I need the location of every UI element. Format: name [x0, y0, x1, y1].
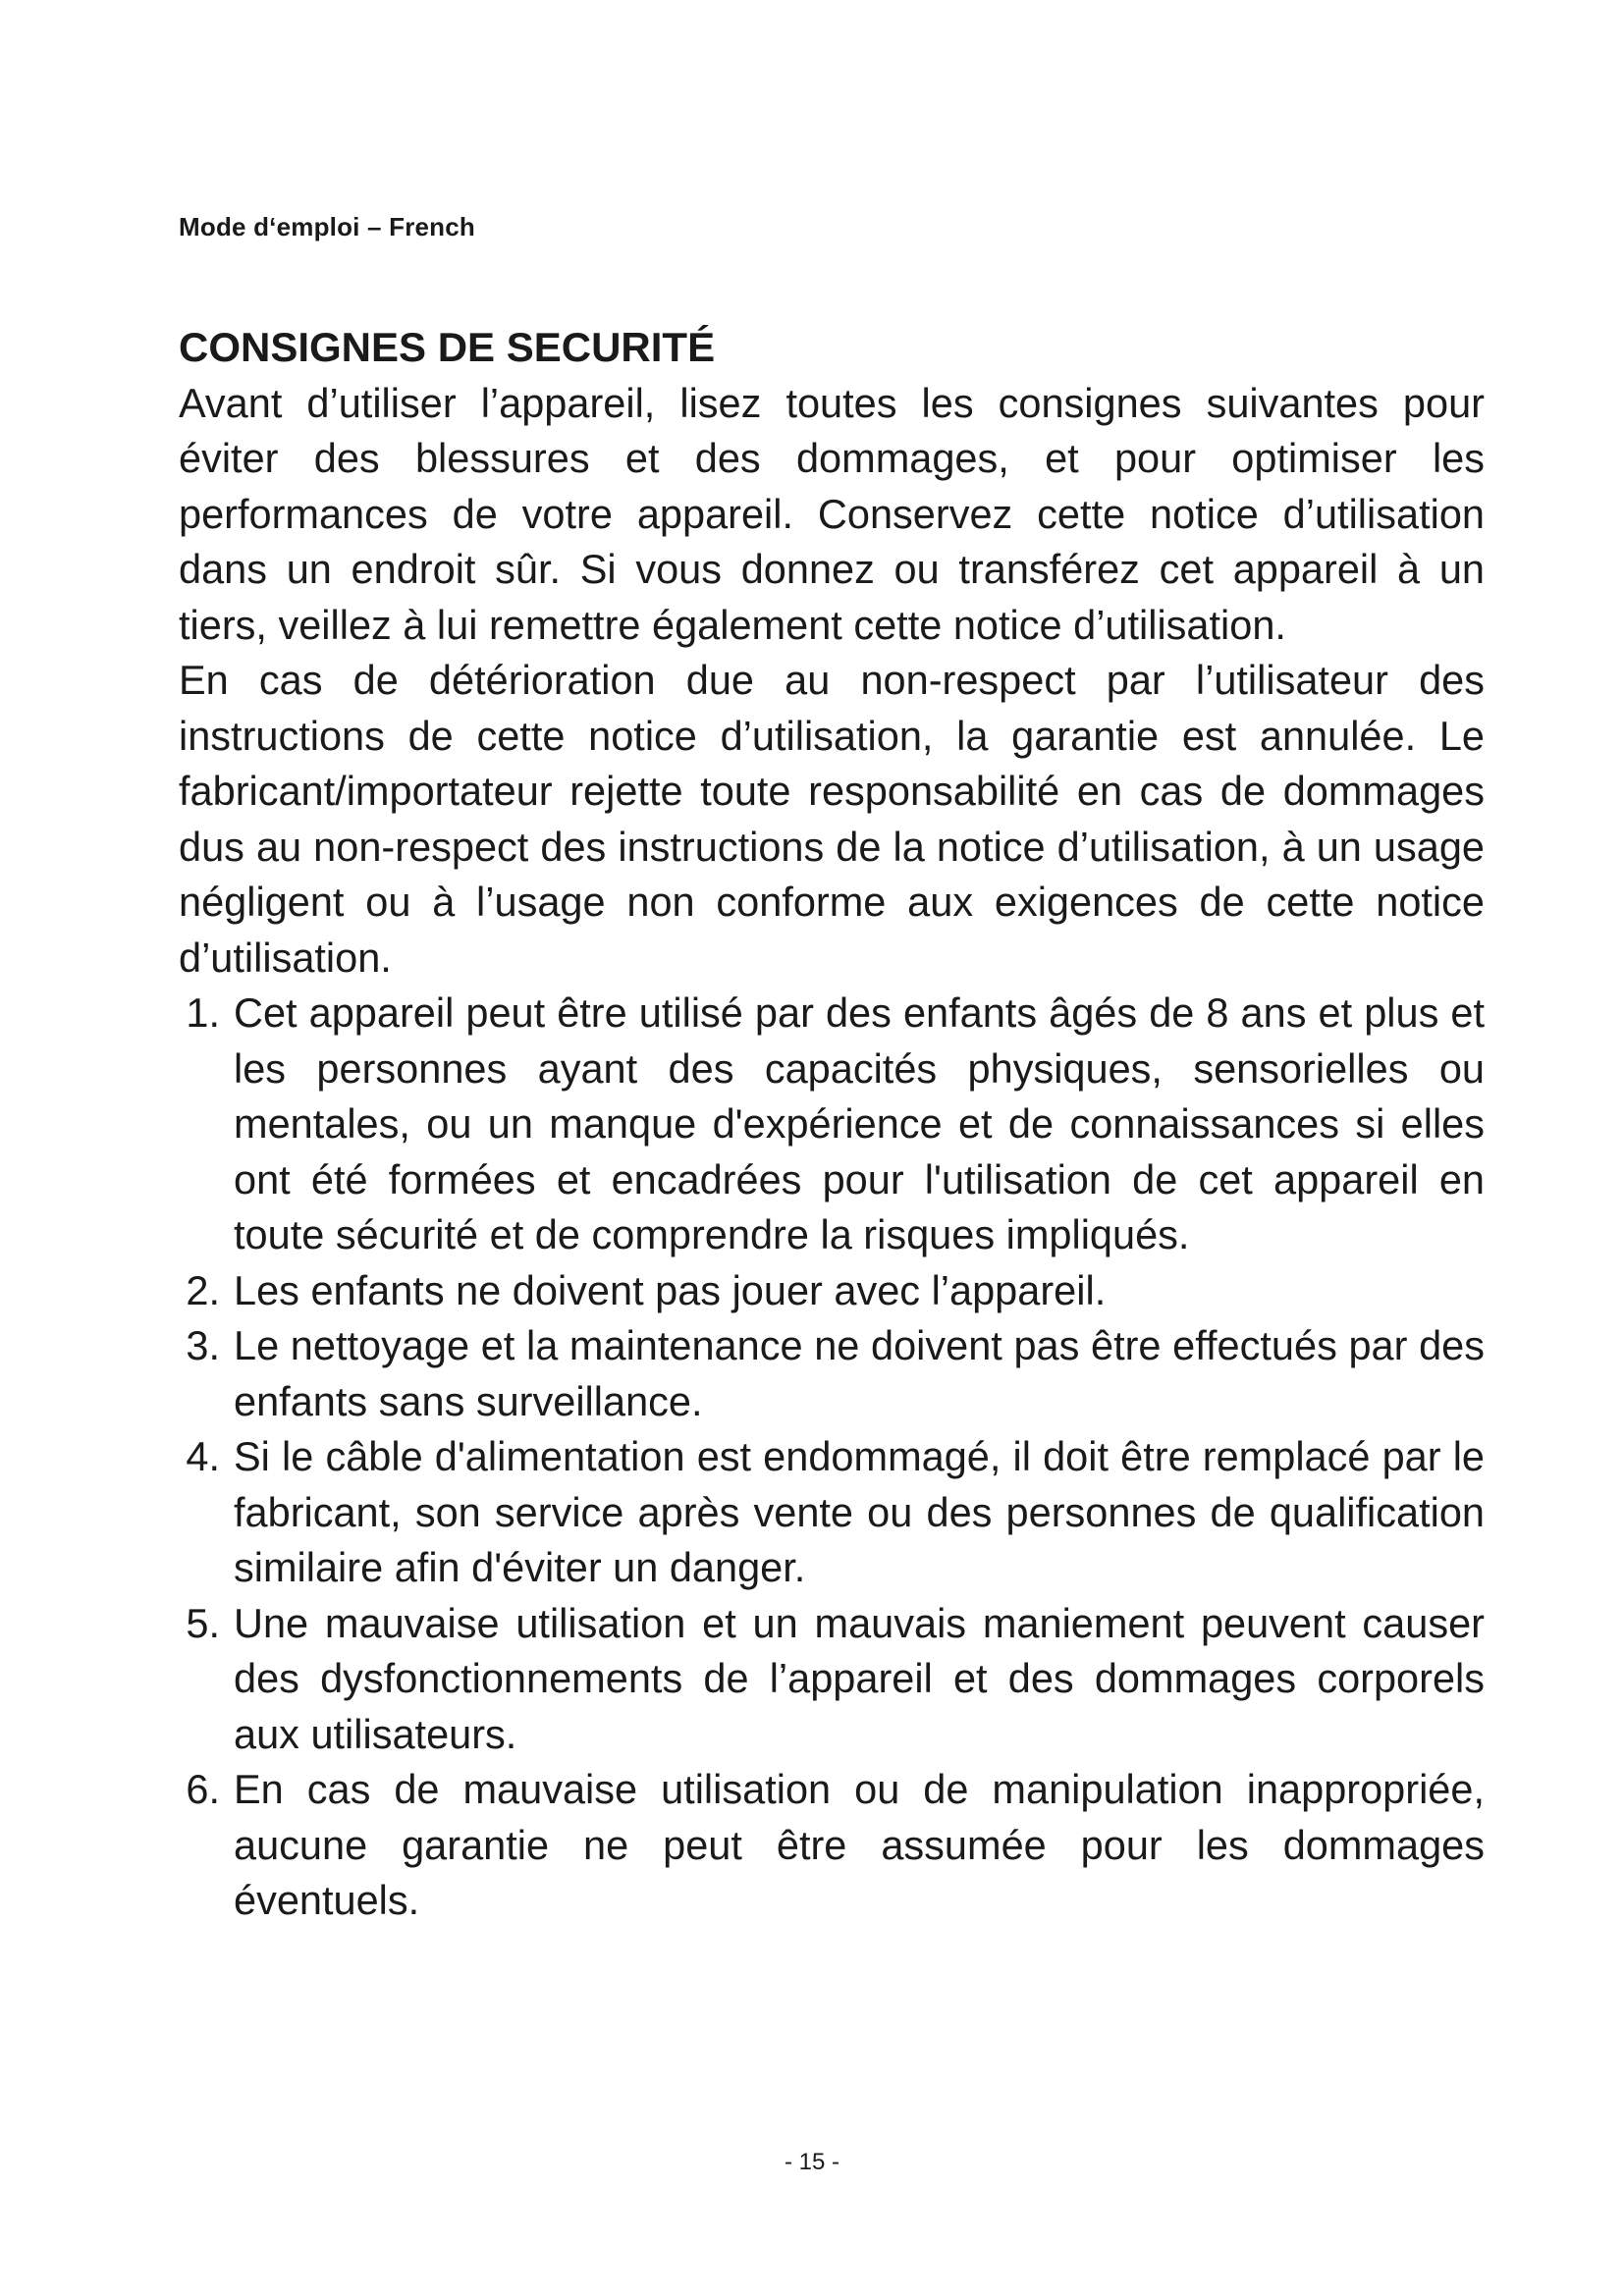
list-item-number: 3.	[186, 1322, 220, 1368]
list-item-text: Si le câble d'alimentation est endommagé, il doit être remplacé par le fabricant, son service après vente ou des personnes de qualification similaire afin d'éviter un danger.	[234, 1433, 1485, 1590]
section-title: CONSIGNES DE SECURITÉ	[179, 324, 716, 370]
safety-section	[179, 320, 1485, 1929]
list-item	[179, 1429, 1485, 1596]
list-item-number: 1.	[186, 989, 220, 1036]
list-item	[179, 1318, 1485, 1429]
list-item-text: En cas de mauvaise utilisation ou de manipulation inappropriée, aucune garantie ne peut être assumée pour les dommages éventuels.	[234, 1766, 1485, 1923]
list-item	[179, 1263, 1485, 1319]
list-item	[179, 1762, 1485, 1929]
list-item-text: Le nettoyage et la maintenance ne doivent pas être effectués par des enfants sans surveillance.	[234, 1322, 1485, 1424]
page-number: - 15 -	[784, 2149, 839, 2175]
safety-list	[179, 986, 1485, 1929]
list-item	[179, 1596, 1485, 1763]
manual-header: Mode d‘emploi – French	[179, 212, 475, 241]
intro-paragraph: Avant d’utiliser l’appareil, lisez toutes les consignes suivantes pour éviter des blessures et des dommages, et pour optimiser les performances de votre appareil. Conservez cette notice d’utilisation dans un endroit sûr. Si vous donnez ou transférez cet appareil à un tiers, veillez à lui remettre également cette notice d’utilisation.	[179, 379, 1485, 648]
list-item-text: Cet appareil peut être utilisé par des enfants âgés de 8 ans et plus et les personnes ayant des capacités physiques, sensorielles ou mentales, ou un manque d'expérience et de connaissances si elles ont été formées et encadrées pour l'utilisation de cet appareil en toute sécurité et de comprendre la risques impliqués.	[234, 989, 1485, 1257]
warranty-paragraph: En cas de détérioration due au non-respect par l’utilisateur des instructions de cette notice d’utilisation, la garantie est annulée. Le fabricant/importateur rejette toute responsabilité en cas de dommages dus au non-respect des instructions de la notice d’utilisation, à un usage négligent ou à l’usage non conforme aux exigences de cette notice d’utilisation.	[179, 657, 1485, 981]
list-item-number: 2.	[186, 1266, 220, 1313]
list-item-text: Une mauvaise utilisation et un mauvais maniement peuvent causer des dysfonctionnements de l’appareil et des dommages corporels aux utilisateurs.	[234, 1599, 1485, 1757]
list-item-number: 6.	[186, 1766, 220, 1812]
list-item-number: 5.	[186, 1599, 220, 1646]
list-item-number: 4.	[186, 1433, 220, 1479]
list-item	[179, 986, 1485, 1263]
list-item-text: Les enfants ne doivent pas jouer avec l’appareil.	[234, 1266, 1107, 1313]
